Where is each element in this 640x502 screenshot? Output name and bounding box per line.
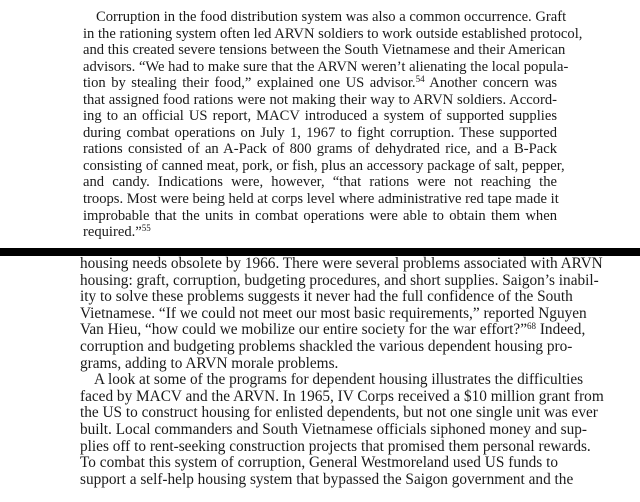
text-line: built. Local commanders and South Vietnamese officials siphoned money and sup- (80, 420, 588, 438)
text-line: advisors. “We had to make sure that the ARVN weren’t alienating the local popula- (83, 58, 569, 75)
top-page-excerpt (83, 9, 583, 241)
text-line: To combat this system of corruption, General Westmoreland used US funds to (80, 454, 558, 472)
text-line: plies off to rent-seeking construction projects that promised them personal rewards. (80, 437, 591, 455)
text-line-with-footnote (80, 321, 586, 339)
text-line: that assigned food rations were not making their way to ARVN soldiers. Accord- (83, 91, 557, 108)
text-line: the US to construct housing for enlisted dependents, but not one single unit was ever (80, 404, 598, 422)
text-line: ity to solve these problems suggests it never had the full confidence of the South (80, 288, 573, 306)
text-segment: required.” (83, 224, 142, 241)
text-line: rations consisted of an A-Pack of 800 grams of dehydrated rice, and a B-Pack (83, 141, 557, 158)
text-line: corruption and budgeting problems shackled the various dependent housing pro- (80, 337, 573, 355)
footnote-marker: 54 (415, 74, 425, 85)
paragraph-dependent-housing (80, 371, 604, 488)
text-segment: tion by stealing their food,” explained one US advisor. (83, 75, 416, 92)
paragraph-housing-problems (80, 255, 603, 372)
text-line: housing needs obsolete by 1966. There were several problems associated with ARVN (80, 255, 603, 272)
text-line: A look at some of the programs for dependent housing illustrates the difficulties (94, 371, 584, 389)
text-line: in the rationing system often led ARVN soldiers to work outside established protocol, (83, 25, 583, 42)
text-line: ing to an official US report, MACV introduced a system of supported supplies (83, 108, 557, 125)
text-line: consisting of canned meat, pork, or fish, plus an accessory package of salt, pepper, (83, 157, 565, 174)
text-line: housing: graft, corruption, budgeting procedures, and short supplies. Saigon’s inabil- (80, 271, 599, 289)
paragraph-food-corruption (83, 9, 583, 241)
text-line: and candy. Indications were, however, “that rations were not reaching the (83, 174, 557, 191)
text-line: during combat operations on July 1, 1967 to fight corruption. These supported (83, 124, 557, 141)
text-line: Corruption in the food distribution system was also a common occurrence. Graft (96, 9, 567, 25)
footnote-marker: 68 (527, 321, 536, 332)
footnote-marker: 55 (141, 223, 151, 234)
bottom-page-excerpt (80, 255, 604, 488)
text-line: Vietnamese. “If we could not meet our most basic requirements,” reported Nguyen (80, 304, 587, 322)
text-line: faced by MACV and the ARVN. In 1965, IV Corps received a $10 million grant from (80, 387, 604, 405)
text-line: improbable that the units in combat operations were able to obtain them when (83, 207, 557, 224)
text-line-with-footnote (83, 75, 557, 92)
text-segment: Indeed, (536, 321, 586, 339)
text-segment: Van Hieu, “how could we mobilize our entire society for the war effort?” (80, 321, 527, 339)
text-line: troops. Most were being held at corps level where administrative red tape made it (83, 191, 559, 208)
text-segment: Another concern was (424, 75, 557, 92)
text-line: support a self-help housing system that bypassed the Saigon government and the (80, 470, 574, 488)
cut-off-text-line (90, 238, 550, 248)
text-line: grams, adding to ARVN morale problems. (80, 354, 339, 372)
text-line: and this created severe tensions between the South Vietnamese and their American (83, 42, 566, 59)
